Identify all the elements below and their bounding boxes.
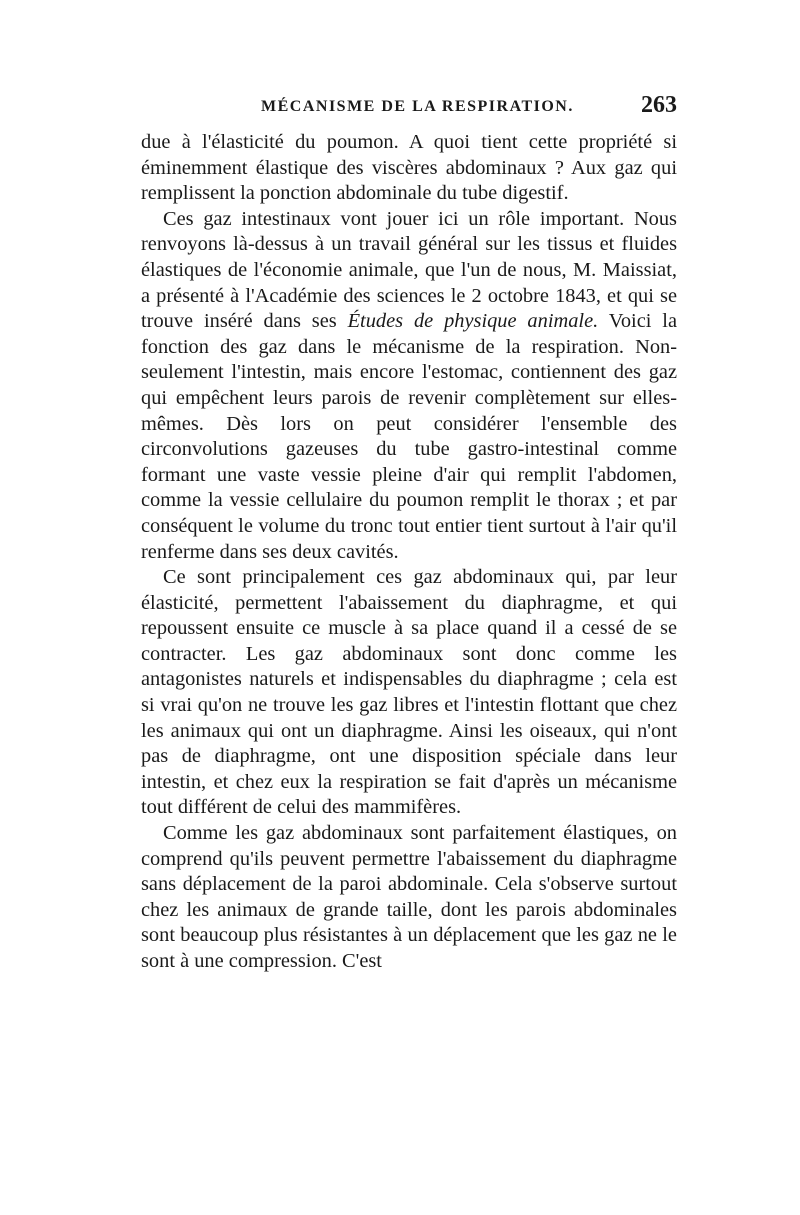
text-run: Voici la fonction des gaz dans le mécanisme de la respiration. Non-seulement l'intestin, mais encore l'estomac, contiennent des gaz qui empêchent leurs parois de revenir complètement sur elles-mêmes. Dès lors on peut considérer l'ensemble des circonvolutions gazeuses du tube gastro-intestinal comme formant une vaste vessie pleine d'air qui remplit l'abdomen, comme la vessie cellulaire du poumon remplit le thorax ; et par conséquent le volume du tronc tout entier tient surtout à l'air qu'il renferme dans ses deux cavités. [141, 310, 678, 563]
page-number: 263 [641, 92, 677, 118]
paragraph [141, 565, 677, 821]
paragraph [141, 821, 677, 975]
body-text [141, 130, 677, 975]
paragraph [141, 207, 677, 565]
text-run: Ce sont principalement ces gaz abdominaux qui, par leur élasticité, permettent l'abaissement du diaphragme, et qui repoussent ensuite ce muscle à sa place quand il a cessé de se contracter. Les gaz abdominaux sont donc comme les antagonistes naturels et indispensables du diaphragme ; cela est si vrai qu'on ne trouve les gaz libres et l'intestin flottant que chez les animaux qui ont un diaphragme. Ainsi les oiseaux, qui n'ont pas de diaphragme, ont une disposition spéciale dans leur intestin, et chez eux la respiration se fait d'après un mécanisme tout différent de celui des mammifères. [141, 566, 677, 819]
paragraph [141, 130, 677, 207]
running-title: MÉCANISME DE LA RESPIRATION. [261, 98, 574, 115]
text-run: Ces gaz intestinaux vont jouer ici un rôle important. Nous renvoyons là-dessus à un travail général sur les tissus et fluides élastiques de l'économie animale, que l'un de nous, M. Maissiat, a présenté à l'Académie des sciences le 2 octobre 1843, et qui se trouve inséré dans ses [141, 207, 677, 333]
page-header [141, 92, 677, 126]
text-run: due à l'élasticité du poumon. A quoi tient cette propriété si éminemment élastique des viscères abdominaux ? Aux gaz qui remplissent la ponction abdominale du tube digestif. [141, 131, 677, 205]
book-title-italic: Études de physique animale. [347, 310, 599, 333]
text-run: Comme les gaz abdominaux sont parfaitement élastiques, on comprend qu'ils peuvent permettre l'abaissement du diaphragme sans déplacement de la paroi abdominale. Cela s'observe surtout chez les animaux de grande taille, dont les parois abdominales sont beaucoup plus résistantes à un déplacement que les gaz ne le sont à une compression. C'est [141, 822, 677, 972]
